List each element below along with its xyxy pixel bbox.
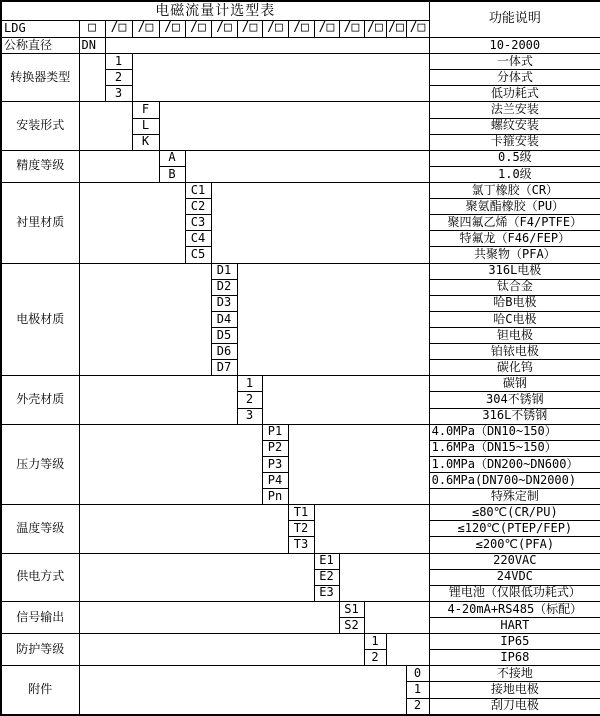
option-desc: 一体式 — [429, 54, 600, 70]
option-desc: 316L不锈钢 — [429, 408, 600, 424]
option-desc: 哈B电极 — [429, 295, 600, 311]
spacer-cell — [79, 601, 339, 633]
option-desc: 低功耗式 — [429, 86, 600, 102]
option-desc: ≤80℃(CR/PU) — [429, 505, 600, 521]
category-label: 附件 — [1, 666, 79, 715]
option-code: Pn — [262, 489, 288, 505]
spacer-cell — [262, 376, 429, 424]
model-slot: /□ — [211, 20, 237, 37]
model-slot: /□ — [262, 20, 288, 37]
option-code: P4 — [262, 472, 288, 488]
spacer-cell — [79, 505, 288, 553]
option-code: 1 — [364, 634, 386, 650]
spacer-cell — [79, 634, 364, 666]
option-desc: IP65 — [429, 634, 600, 650]
category-label: 转换器类型 — [1, 54, 79, 102]
option-code: 2 — [406, 698, 429, 715]
option-code: D7 — [211, 360, 237, 376]
spacer-cell — [79, 102, 132, 150]
spacer-cell — [132, 54, 429, 102]
spacer-cell — [79, 424, 262, 505]
option-desc: 1.0级 — [429, 166, 600, 182]
option-desc: 氯丁橡胶（CR） — [429, 183, 600, 199]
spacer-cell — [79, 54, 105, 102]
option-code: L — [132, 118, 159, 134]
option-desc: 刮刀电极 — [429, 698, 600, 715]
option-code: D1 — [211, 263, 237, 279]
model-slot: /□ — [314, 20, 339, 37]
option-desc: ≤120℃(PTEP/FEP) — [429, 521, 600, 537]
option-desc: 24VDC — [429, 569, 600, 585]
spacer-cell — [288, 424, 429, 505]
option-code: D5 — [211, 327, 237, 343]
option-desc: 螺纹安装 — [429, 118, 600, 134]
option-code: 2 — [364, 650, 386, 666]
model-slot: /□ — [105, 20, 132, 37]
option-desc: 不接地 — [429, 666, 600, 682]
spacer-cell — [79, 263, 211, 376]
model-slot: /□ — [159, 20, 185, 37]
option-code: P1 — [262, 424, 288, 440]
category-label: 供电方式 — [1, 553, 79, 601]
option-code: D4 — [211, 311, 237, 327]
category-label: 信号输出 — [1, 601, 79, 633]
table-title: 电磁流量计选型表 — [1, 1, 429, 20]
option-desc: 304不锈钢 — [429, 392, 600, 408]
category-label: 精度等级 — [1, 150, 79, 182]
option-desc: 1.6MPa（DN15~150） — [429, 440, 600, 456]
option-code: D6 — [211, 344, 237, 360]
option-desc: 钛合金 — [429, 279, 600, 295]
option-desc: 220VAC — [429, 553, 600, 569]
category-label: 温度等级 — [1, 505, 79, 553]
spacer-cell — [79, 150, 159, 182]
option-code: C1 — [185, 183, 211, 199]
category-label: 外壳材质 — [1, 376, 79, 424]
option-code: 3 — [237, 408, 262, 424]
model-slot: /□ — [339, 20, 364, 37]
model-slot: /□ — [237, 20, 262, 37]
option-desc: 4.0MPa（DN10~150） — [429, 424, 600, 440]
category-label: 电极材质 — [1, 263, 79, 376]
model-prefix: LDG — [1, 20, 79, 37]
function-header: 功能说明 — [429, 1, 600, 38]
model-slot: /□ — [288, 20, 314, 37]
option-desc: 0.5级 — [429, 150, 600, 166]
spacer-cell — [79, 553, 314, 601]
option-desc: IP68 — [429, 650, 600, 666]
option-code: 1 — [105, 54, 132, 70]
model-base-box: □ — [79, 20, 105, 37]
option-desc: 分体式 — [429, 70, 600, 86]
option-desc: 共聚物（PFA） — [429, 247, 600, 263]
option-code: S1 — [339, 601, 364, 617]
option-desc: 4-20mA+RS485（标配） — [429, 601, 600, 617]
option-code: D2 — [211, 279, 237, 295]
option-code: F — [132, 102, 159, 118]
spacer-cell — [105, 38, 429, 54]
model-slot: /□ — [406, 20, 429, 37]
option-code: D3 — [211, 295, 237, 311]
option-desc: 接地电极 — [429, 682, 600, 698]
option-desc: 0.6MPa(DN700~DN2000) — [429, 472, 600, 488]
option-code: E3 — [314, 585, 339, 601]
spacer-cell — [339, 553, 429, 601]
option-code: K — [132, 134, 159, 150]
spacer-cell — [211, 183, 429, 264]
model-slot: /□ — [185, 20, 211, 37]
option-code: C4 — [185, 231, 211, 247]
option-desc: 特殊定制 — [429, 489, 600, 505]
option-desc: 碳钢 — [429, 376, 600, 392]
option-code: T2 — [288, 521, 314, 537]
option-code: 3 — [105, 86, 132, 102]
spacer-cell — [79, 183, 185, 264]
category-label: 压力等级 — [1, 424, 79, 505]
option-code: 0 — [406, 666, 429, 682]
option-desc: HART — [429, 617, 600, 633]
spacer-cell — [185, 150, 429, 182]
category-label: 防护等级 — [1, 634, 79, 666]
spacer-cell — [159, 102, 429, 150]
option-desc: 10-2000 — [429, 38, 600, 54]
option-code: B — [159, 166, 185, 182]
option-desc: 哈C电极 — [429, 311, 600, 327]
option-desc: 聚四氟乙烯（F4/PTFE） — [429, 215, 600, 231]
spacer-cell — [79, 666, 406, 715]
option-code: E1 — [314, 553, 339, 569]
spacer-cell — [386, 634, 429, 666]
category-label: 衬里材质 — [1, 183, 79, 264]
option-code: 1 — [406, 682, 429, 698]
option-desc: 锂电池（仅限低功耗式） — [429, 585, 600, 601]
option-code: P2 — [262, 440, 288, 456]
option-desc: 聚氨酯橡胶（PU） — [429, 199, 600, 215]
option-code: 2 — [105, 70, 132, 86]
option-code: T3 — [288, 537, 314, 553]
option-desc: 法兰安装 — [429, 102, 600, 118]
option-code: C3 — [185, 215, 211, 231]
option-desc: 1.0MPa（DN200~DN600） — [429, 456, 600, 472]
option-desc: 特氟龙（F46/FEP） — [429, 231, 600, 247]
category-label: 公称直径 — [1, 38, 79, 54]
option-desc: 铂铱电极 — [429, 344, 600, 360]
option-code: DN — [79, 38, 105, 54]
model-slot: /□ — [364, 20, 386, 37]
option-code: P3 — [262, 456, 288, 472]
option-code: A — [159, 150, 185, 166]
option-code: 1 — [237, 376, 262, 392]
option-desc: 钽电极 — [429, 327, 600, 343]
option-code: 2 — [237, 392, 262, 408]
option-desc: 卡箍安装 — [429, 134, 600, 150]
spacer-cell — [364, 601, 429, 633]
model-slot: /□ — [132, 20, 159, 37]
model-slot: /□ — [386, 20, 406, 37]
option-desc: 碳化钨 — [429, 360, 600, 376]
category-label: 安装形式 — [1, 102, 79, 150]
option-desc: 316L电极 — [429, 263, 600, 279]
spacer-cell — [79, 376, 237, 424]
option-code: C2 — [185, 199, 211, 215]
spacer-cell — [237, 263, 429, 376]
spacer-cell — [314, 505, 429, 553]
option-desc: ≤200℃(PFA) — [429, 537, 600, 553]
option-code: T1 — [288, 505, 314, 521]
option-code: E2 — [314, 569, 339, 585]
option-code: S2 — [339, 617, 364, 633]
option-code: C5 — [185, 247, 211, 263]
